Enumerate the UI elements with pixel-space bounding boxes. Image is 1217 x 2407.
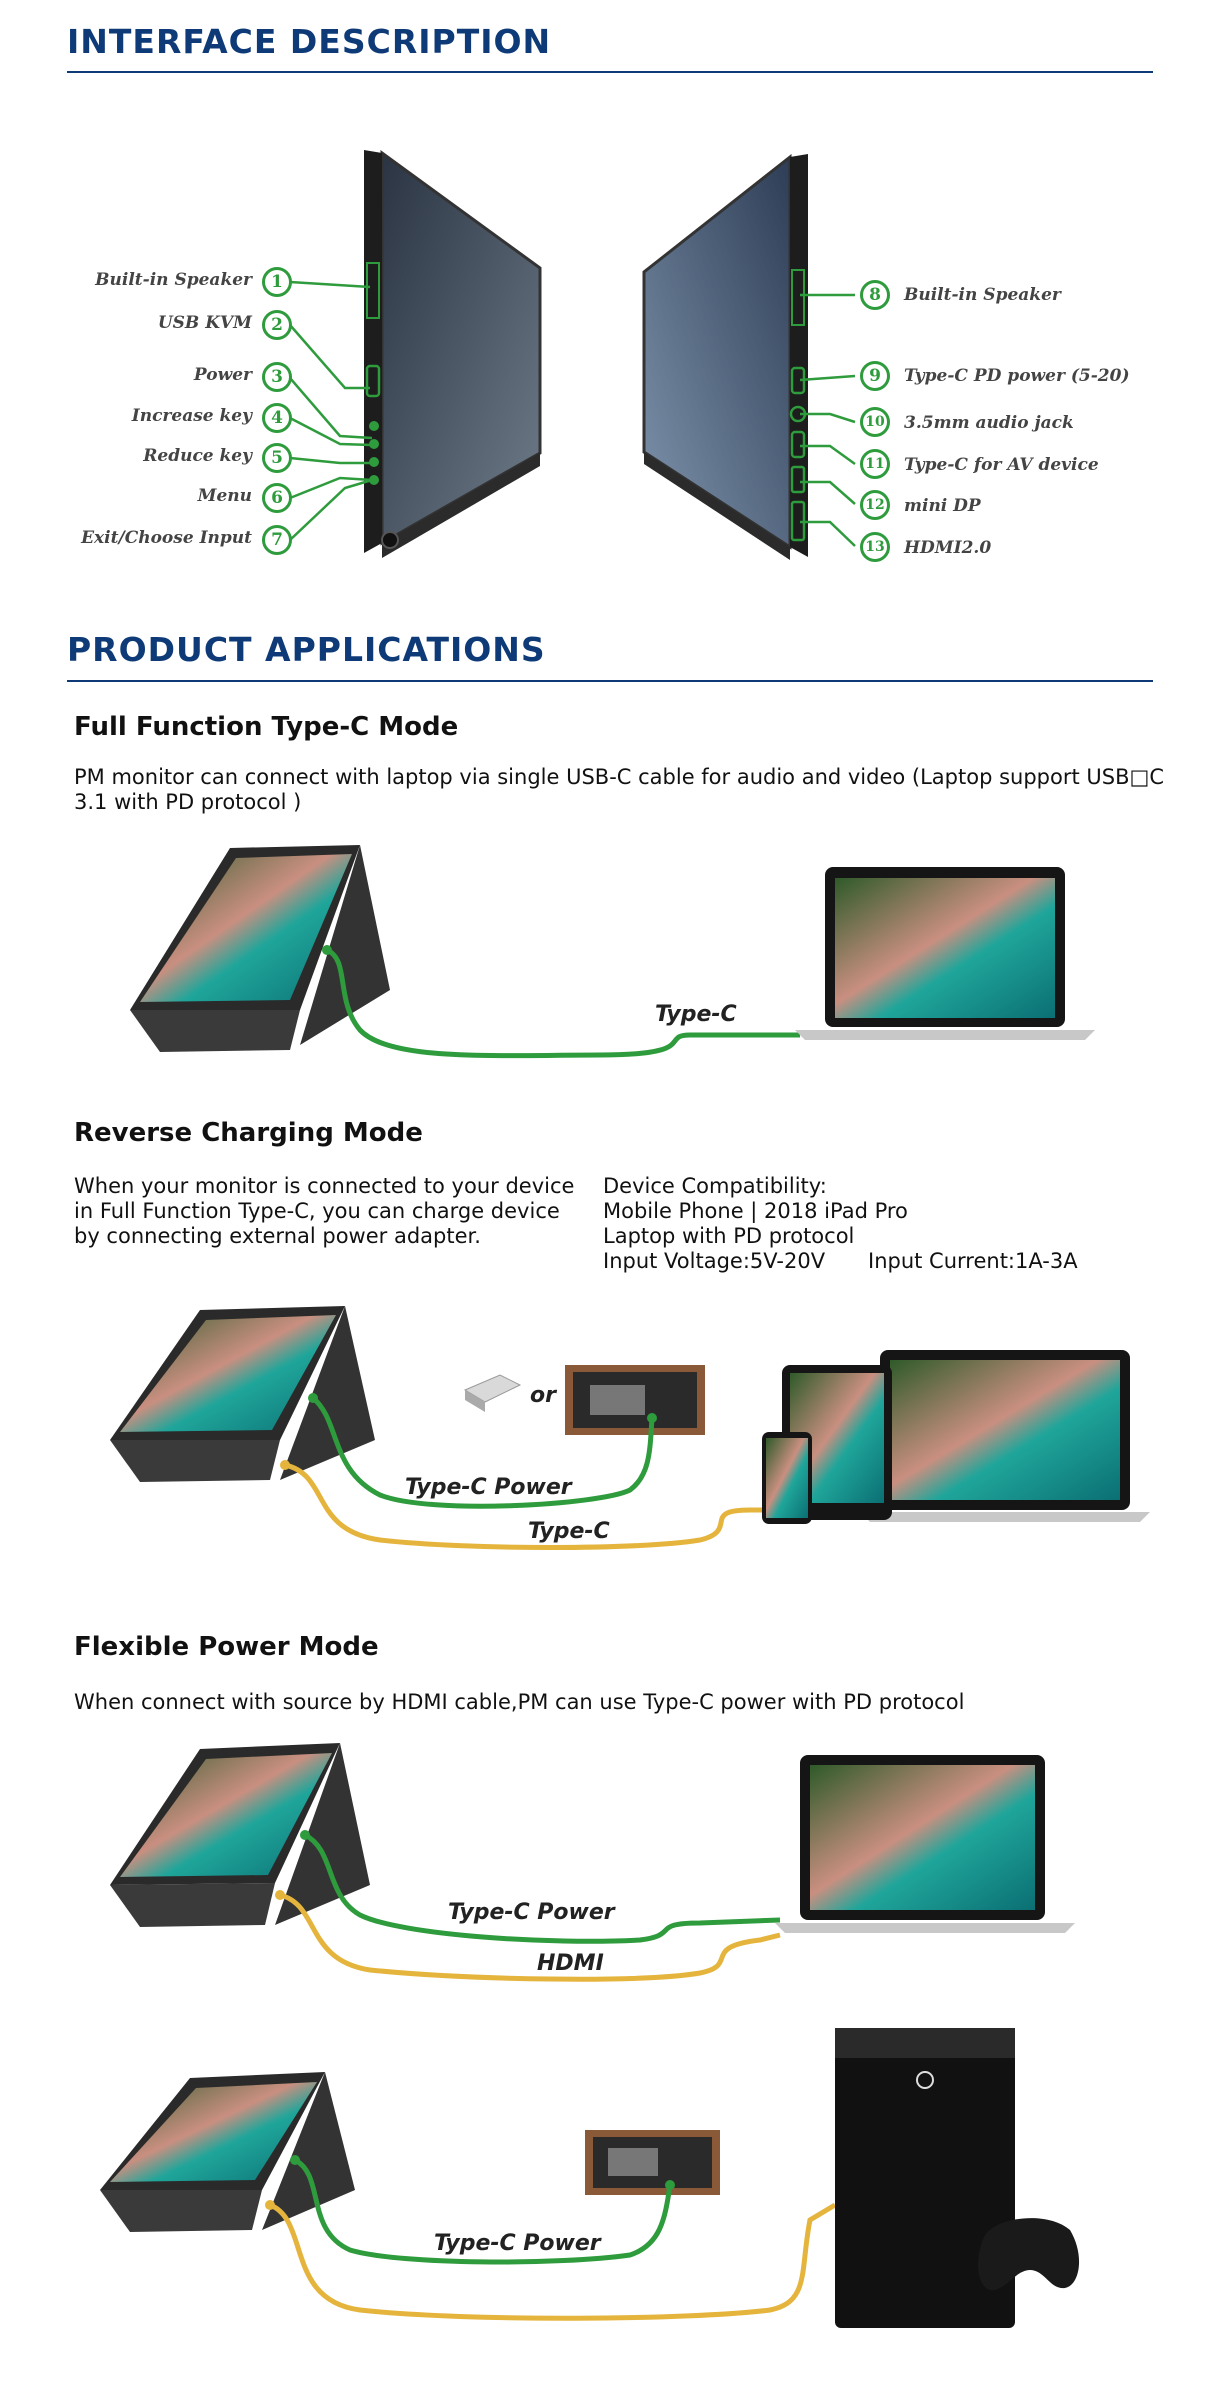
device-compatibility-title: Device Compatibility: xyxy=(603,1174,827,1198)
reverse-desc-line2: in Full Function Type-C, you can charge device xyxy=(74,1199,560,1223)
full-function-cable-label: Type-C xyxy=(655,1002,737,1027)
flexible-power-desc: When connect with source by HDMI cable,PM can use Type-C power with PD protocol xyxy=(74,1690,965,1714)
flexible-power-title: Flexible Power Mode xyxy=(74,1632,379,1662)
applications-section-title: PRODUCT APPLICATIONS xyxy=(67,630,546,669)
callout-number-8: 8 xyxy=(860,280,890,310)
or-label: or xyxy=(530,1383,556,1408)
full-function-title: Full Function Type-C Mode xyxy=(74,712,459,742)
callout-number-1: 1 xyxy=(262,267,292,297)
applications-title-rule xyxy=(67,680,1153,682)
label-mini-dp: mini DP xyxy=(904,496,981,516)
full-function-diagram xyxy=(0,840,1217,1070)
callout-number-4: 4 xyxy=(262,403,292,433)
device-compatibility-line1: Mobile Phone | 2018 iPad Pro xyxy=(603,1199,908,1223)
label-reduce-key: Reduce key xyxy=(143,446,252,466)
callout-number-10: 10 xyxy=(860,407,890,437)
label-usb-kvm: USB KVM xyxy=(157,313,252,333)
device-compatibility-line2: Laptop with PD protocol xyxy=(603,1224,855,1248)
reverse-desc-line1: When your monitor is connected to your device xyxy=(74,1174,575,1198)
callout-number-3: 3 xyxy=(262,362,292,392)
label-built-in-speaker-right: Built-in Speaker xyxy=(904,285,1061,305)
callout-number-9: 9 xyxy=(860,361,890,391)
label-exit-choose-input: Exit/Choose Input xyxy=(81,528,252,548)
reverse-type-c-cable-label: Type-C xyxy=(528,1519,610,1544)
reverse-power-cable-label: Type-C Power xyxy=(405,1475,572,1500)
flexible-power-diagram-hdmi xyxy=(0,1735,1217,2000)
label-audio-jack: 3.5mm audio jack xyxy=(904,413,1074,433)
label-type-c-av-device: Type-C for AV device xyxy=(904,455,1099,475)
callout-number-7: 7 xyxy=(262,525,292,555)
flexible-power-cable-label: Type-C Power xyxy=(448,1900,615,1925)
hdmi-cable-label: HDMI xyxy=(537,1951,604,1976)
reverse-desc-line3: by connecting external power adapter. xyxy=(74,1224,481,1248)
label-increase-key: Increase key xyxy=(131,406,252,426)
callout-number-5: 5 xyxy=(262,443,292,473)
label-hdmi: HDMI2.0 xyxy=(904,538,992,558)
reverse-charging-title: Reverse Charging Mode xyxy=(74,1118,423,1148)
callout-number-2: 2 xyxy=(262,310,292,340)
interface-section-title: INTERFACE DESCRIPTION xyxy=(67,22,552,61)
full-function-desc-line2: 3.1 with PD protocol ) xyxy=(74,790,302,814)
callout-number-6: 6 xyxy=(262,483,292,513)
input-current: Input Current:1A-3A xyxy=(868,1249,1078,1273)
full-function-desc-line1: PM monitor can connect with laptop via single USB-C cable for audio and video (Laptop support USB□C xyxy=(74,765,1165,789)
flexible-power-diagram-console xyxy=(0,2020,1217,2360)
label-type-c-pd-power: Type-C PD power (5-20) xyxy=(904,366,1130,386)
input-voltage: Input Voltage:5V-20V xyxy=(603,1249,826,1273)
callout-number-11: 11 xyxy=(860,449,890,479)
label-menu: Menu xyxy=(197,486,252,506)
callout-number-13: 13 xyxy=(860,532,890,562)
label-power: Power xyxy=(193,365,252,385)
label-built-in-speaker-left: Built-in Speaker xyxy=(95,270,252,290)
callout-number-12: 12 xyxy=(860,490,890,520)
console-power-cable-label: Type-C Power xyxy=(434,2231,601,2256)
